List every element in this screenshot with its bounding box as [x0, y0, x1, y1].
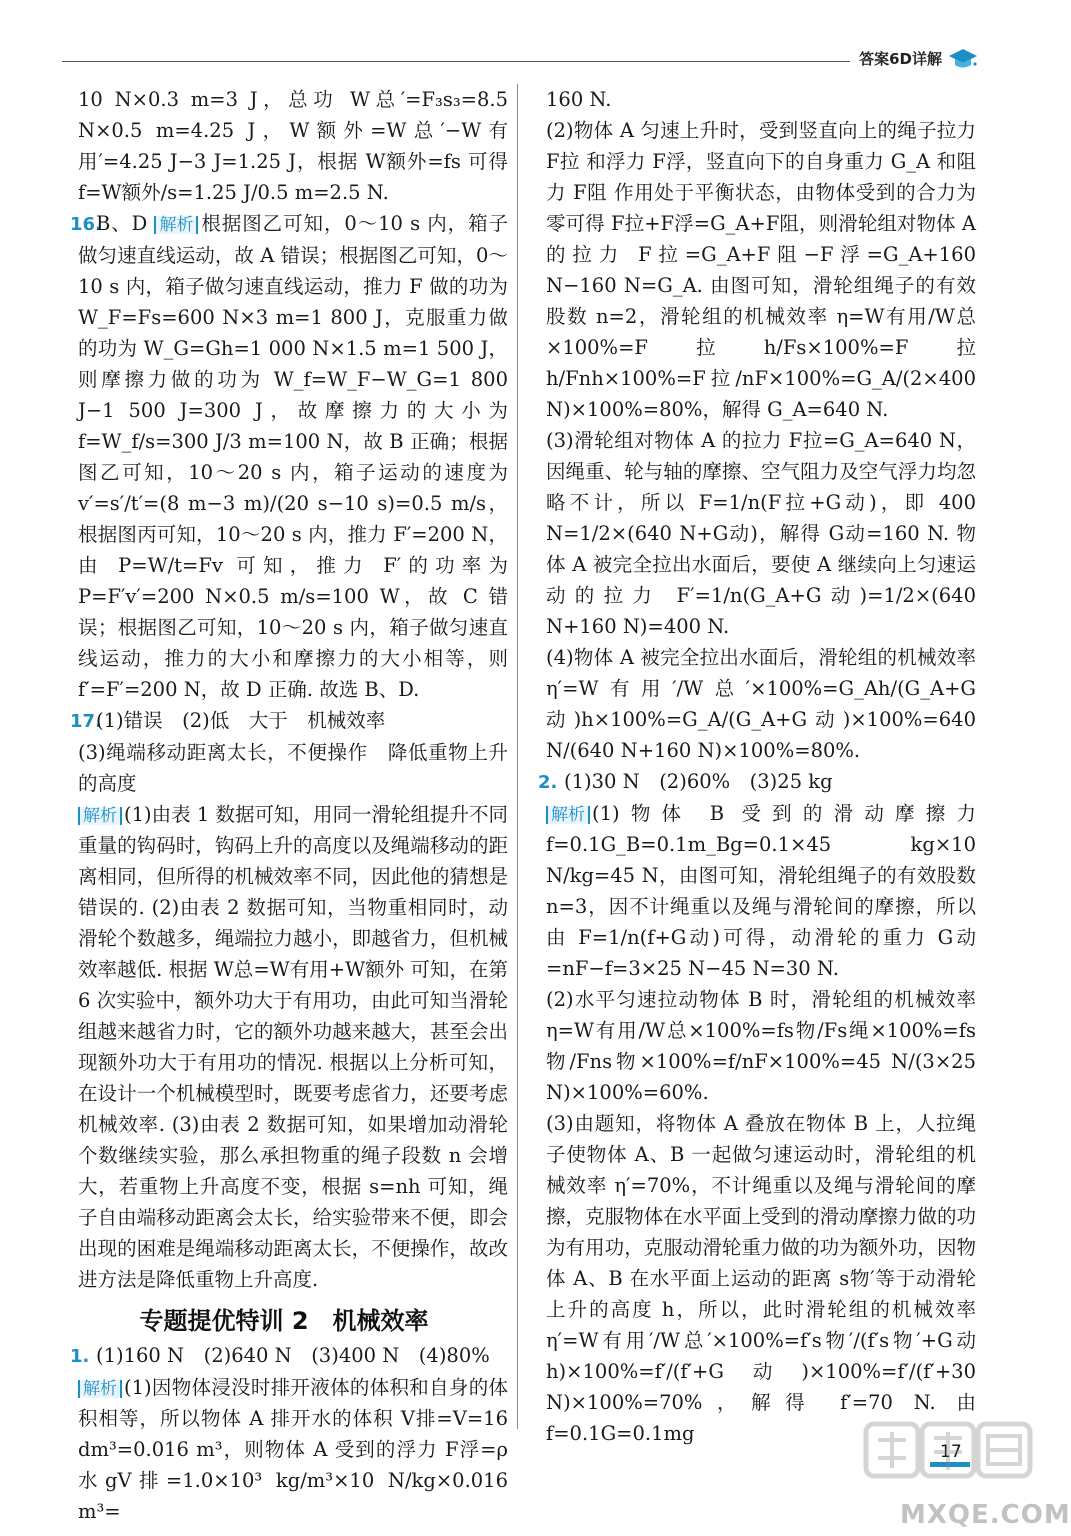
q17-analysis: (1)由表 1 数据可知，用同一滑轮组提升不同重量的钩码时，钩码上升的高度以及绳端移动的距离相同，但所得的机械效率不同，因此他的猜想是错误的. (2)由表 2 数据可知，当物重相同时，动滑轮个数越多，绳端拉力越小，即越省力，但机械效率越低. 根据 W总=W有用+W额外 可知，在第 6 次实验中，额外功大于有用功，由此可知当滑轮组越来越省力时，它的额外功越来越大，甚至会出现额外功大于有用功的情况. 根据以上分析可知，在设计一个机械模型时，既要考虑省力，还要考虑机械效率. (3)由表 2 数据可知，如果增加动滑轮个数继续实验，那么承担物重的绳子段数 n 会增大，若重物上升高度不变，根据 s=nh 可知，绳子自由端移动距离会太长，给实验带来不便，即会出现的困难是绳端移动距离太长，不便操作，故改进方法是降低重物上升高度. [78, 803, 508, 1291]
q2-number: 2. [538, 772, 558, 793]
q16-analysis-tag: 解析 [154, 216, 198, 234]
q17-answer-line2: (3)绳端移动距离太长，不便操作 降低重物上升的高度 [78, 741, 508, 795]
q1-part2: (2)物体 A 匀速上升时，受到竖直向上的绳子拉力 F拉 和浮力 F浮，竖直向下的自身重力 G_A 和阻力 F阻 作用处于平衡状态，由物体受到的合力为零可得 F拉+F浮=G_A+F阻，则滑轮组对物体 A 的拉力 F拉=G_A+F阻−F浮=G_A+160 N−160 N=G_A. 由图可知，滑轮组绳子的有效股数 n=2，滑轮组的机械效率 η=W有用/W总×100%=F拉h/Fs×100%=F拉h/Fnh×100%=F拉/nF×100%=G_A/(2×400 N)×100%=80%，解得 G_A=640 N. [546, 119, 976, 421]
q16-block [60, 208, 508, 705]
q2-part1: (1)物体 B 受到的滑动摩擦力 f=0.1G_B=0.1m_Bg=0.1×45 kg×10 N/kg=45 N，由图可知，滑轮组绳子的有效股数 n=3，因不计绳重以及绳与滑轮间的摩擦，所以由 F=1/n(f+G动)可得，动滑轮的重力 G动=nF−f=3×25 N−45 N=30 N. [546, 802, 976, 980]
q1-part4: (4)物体 A 被完全拉出水面后，滑轮组的机械效率 η′=W有用′/W总′×100%=G_Ah/(G_A+G动)h×100%=G_A/(G_A+G动)×100%=640 N/(640 N+160 N)×100%=80%. [546, 646, 976, 762]
page-number: 17 [940, 1442, 962, 1462]
q2-analysis-tag: 解析 [546, 806, 590, 824]
q1-number: 1. [70, 1346, 90, 1367]
header-label: 答案6D详解 [859, 50, 942, 68]
q16-answer: B、D [96, 212, 148, 235]
q16-number: 16. [70, 214, 102, 235]
q1-analysis-tag: 解析 [78, 1380, 122, 1398]
q2-answer: (1)30 N (2)60% (3)25 kg [564, 770, 833, 793]
q17-number: 17. [70, 711, 102, 732]
left-column [60, 84, 508, 1527]
q1-continuation: 160 N. [546, 88, 612, 111]
q1-part3: (3)滑轮组对物体 A 的拉力 F拉=G_A=640 N，因绳重、轮与轴的摩擦、空气阻力及空气浮力均忽略不计，所以 F=1/n(F拉+G动)，即 400 N=1/2×(640 N+G动)，解得 G动=160 N. 物体 A 被完全拉出水面后，要使 A 继续向上匀速运动的拉力 F′=1/n(G_A+G动)=1/2×(640 N+160 N)=400 N. [546, 429, 976, 638]
q16-analysis: 根据图乙可知，0～10 s 内，箱子做匀速直线运动，故 A 错误；根据图乙可知，0～10 s 内，箱子做匀速直线运动，推力 F 做的功为 W_F=Fs=600 N×3 m=1 800 J，克服重力做的功为 W_G=Gh=1 000 N×1.5 m=1 500 J，则摩擦力做的功为 W_f=W_F−W_G=1 800 J−1 500 J=300 J，故摩擦力的大小为 f=W_f/s=300 J/3 m=100 N，故 B 正确；根据图乙可知，10～20 s 内，箱子运动的速度为 v′=s′/t′=(8 m−3 m)/(20 s−10 s)=0.5 m/s，根据图丙可知，10～20 s 内，推力 F′=200 N，由 P=W/t=Fv 可知，推力 F′的功率为 P=F′v′=200 N×0.5 m/s=100 W，故 C 错误；根据图乙可知，10～20 s 内，箱子做匀速直线运动，推力的大小和摩擦力的大小相等，则 f′=F′=200 N，故 D 正确. 故选 B、D. [78, 212, 509, 701]
q1-analysis: (1)因物体浸没时排开液体的体积和自身的体积相等，所以物体 A 排开水的体积 V排=V=16 dm³=0.016 m³，则物体 A 受到的浮力 F浮=ρ水gV排=1.0×10³ kg/m³×10 N/kg×0.016 m³= [78, 1376, 508, 1523]
header-rule [62, 61, 850, 62]
q1-answer: (1)160 N (2)640 N (3)400 N (4)80% [96, 1344, 490, 1367]
q2-part2: (2)水平匀速拉动物体 B 时，滑轮组的机械效率 η=W有用/W总×100%=fs物/Fs绳×100%=fs物/Fns物×100%=f/nF×100%=45 N/(3×25 N)×100%=60%. [546, 988, 976, 1104]
q2-part3: (3)由题知，将物体 A 叠放在物体 B 上，人拉绳子使物体 A、B 一起做匀速运动时，滑轮组的机械效率 η′=70%，不计绳重以及绳与滑轮间的摩擦，克服物体在水平面上受到的滑动摩擦力做的功为有用功，克服动滑轮重力做的功为额外功，因物体 A、B 在水平面上运动的距离 s物′等于动滑轮上升的高度 h，所以，此时滑轮组的机械效率 η′=W有用′/W总′×100%=f′s物′/(f′s物′+G动h)×100%=f′/(f′+G动)×100%=f′/(f′+30 N)×100%=70%，解得 f′=70 N. 由 f=0.1G=0.1mg [546, 1112, 976, 1445]
q2-analysis-block [528, 798, 976, 984]
column-divider [517, 84, 518, 1429]
right-column [528, 84, 976, 1449]
q15-continuation: 10 N×0.3 m=3 J，总功 W总′=F₃s₃=8.5 N×0.5 m=4.25 J，W额外=W总′−W有用′=4.25 J−3 J=1.25 J，根据 W额外=fs 可得 f=W额外/s=1.25 J/0.5 m=2.5 N. [78, 88, 508, 204]
q17-answer-line1: (1)错误 (2)低 大于 机械效率 [96, 709, 386, 732]
q1-analysis-block [60, 1372, 508, 1527]
q1-block [60, 1340, 508, 1372]
q17-analysis-tag: 解析 [78, 807, 122, 825]
section-title: 专题提优特训 2 机械效率 [139, 1307, 429, 1335]
q17-analysis-block [60, 799, 508, 1295]
q2-block [528, 766, 976, 798]
graduation-cap-icon [948, 46, 978, 72]
q17-block [60, 705, 508, 737]
watermark-text: MXQE.COM [900, 1500, 1071, 1530]
